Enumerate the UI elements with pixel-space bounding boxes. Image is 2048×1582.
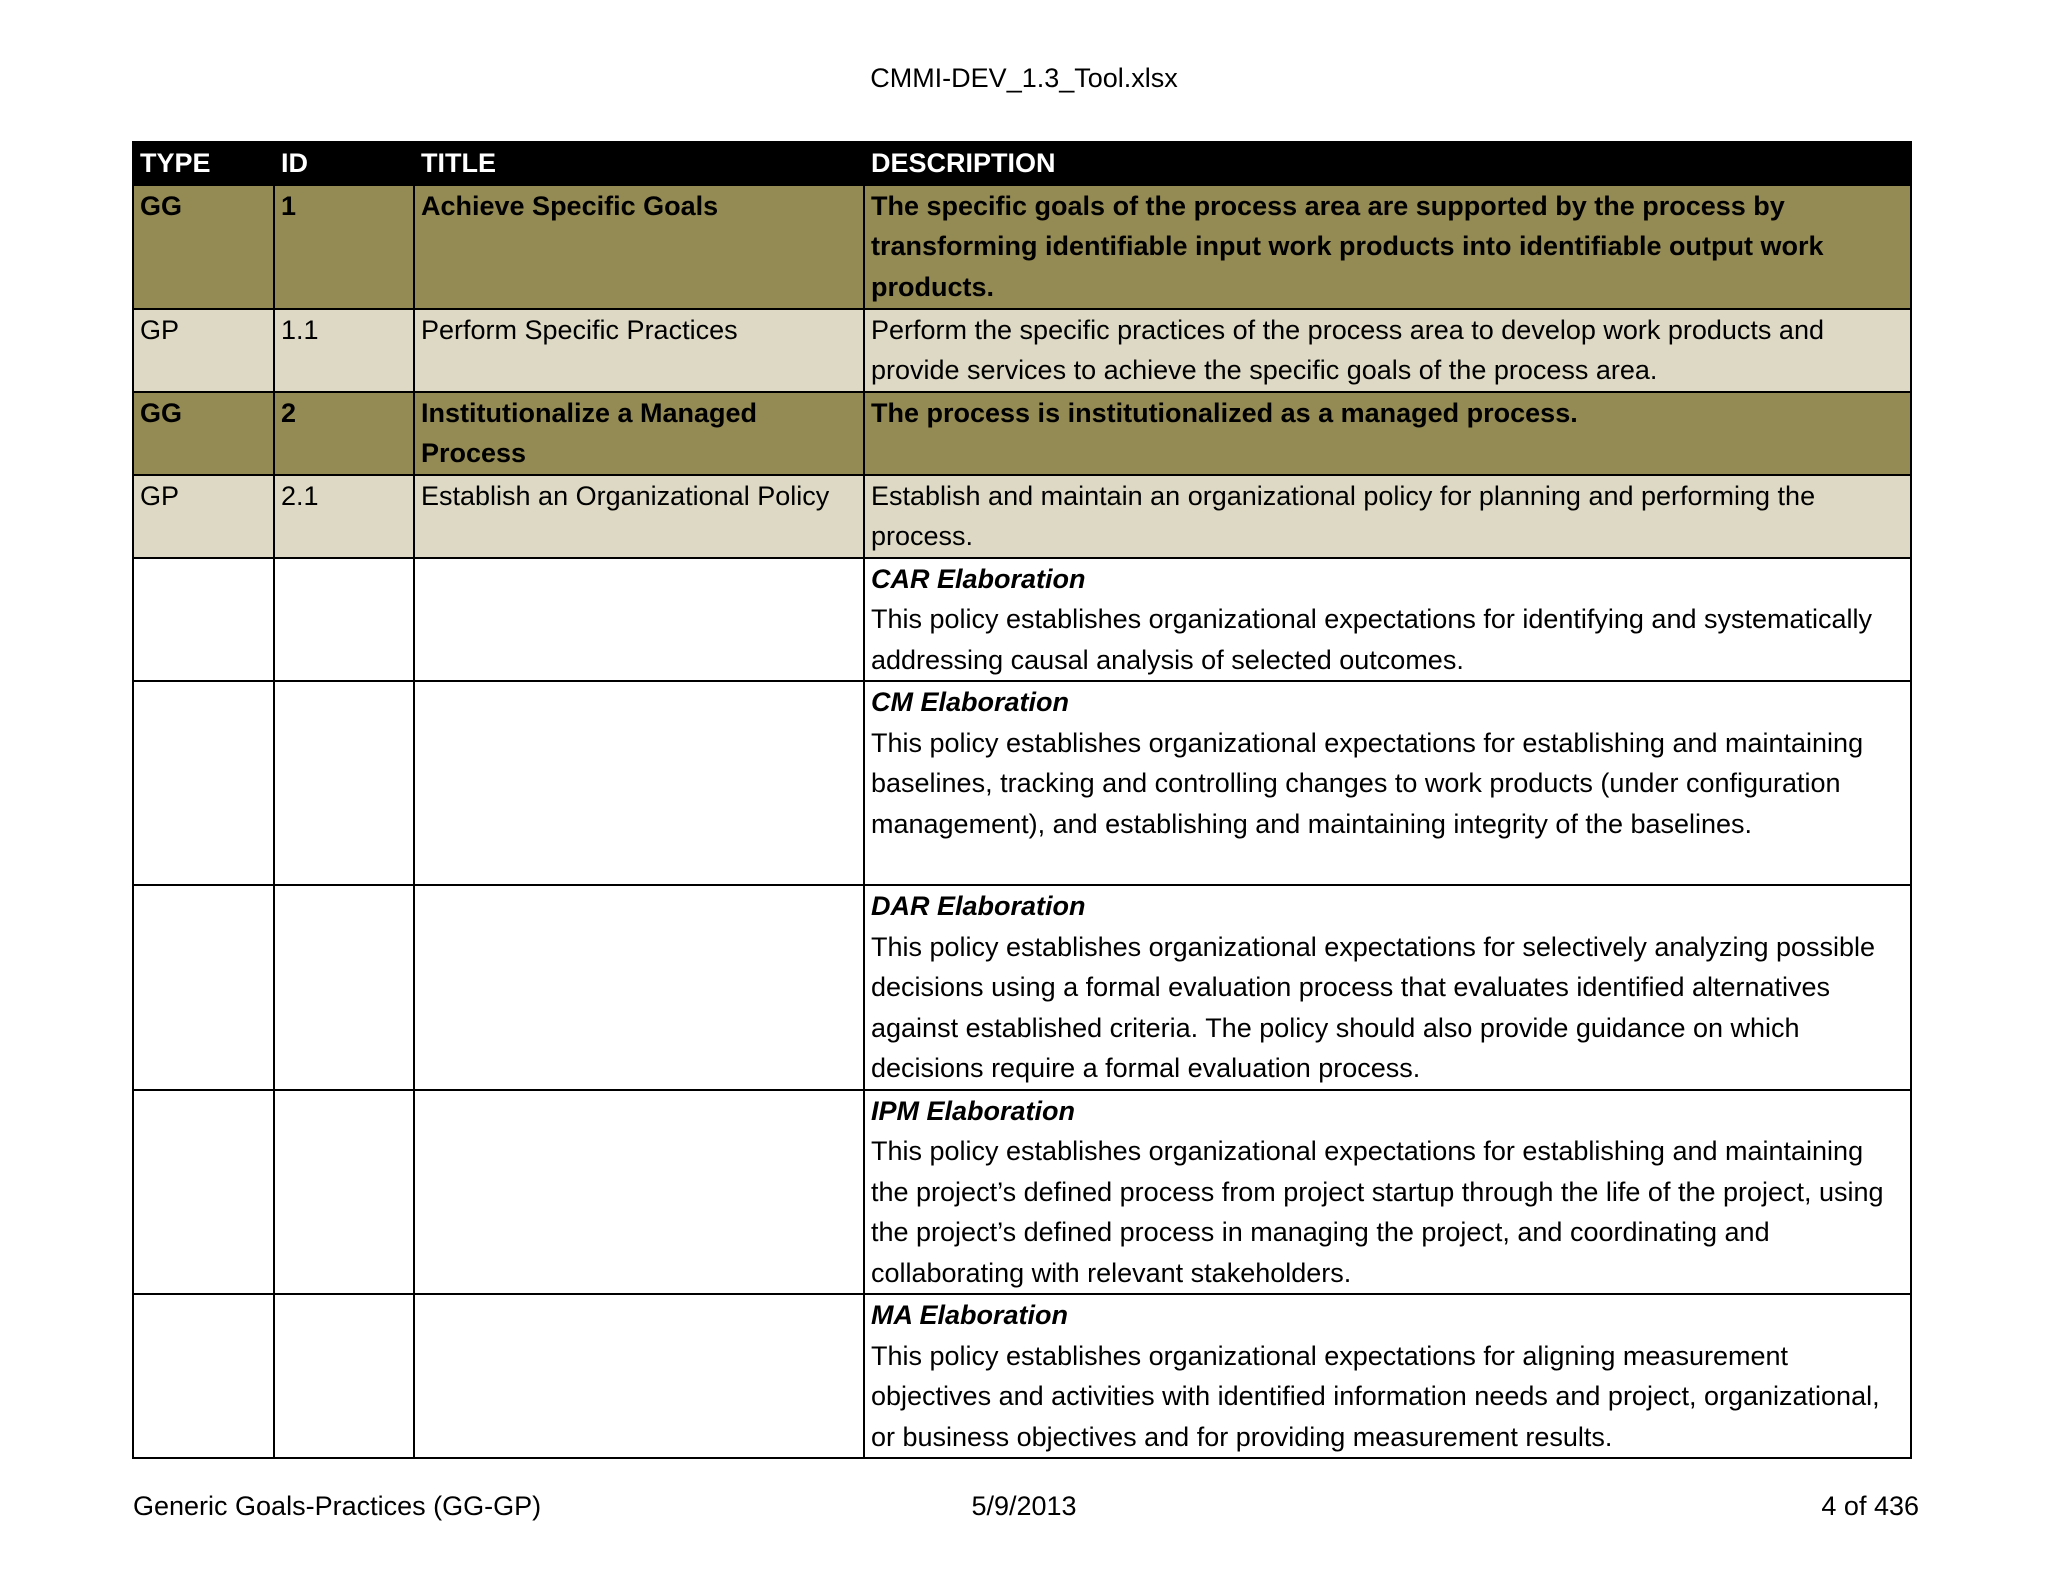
table-row-gg-1 [133, 185, 1911, 309]
cell-elaboration [864, 1294, 1911, 1458]
cell-elaboration [864, 885, 1911, 1090]
cell-type-empty [133, 681, 274, 885]
table-row-gp-1-1 [133, 309, 1911, 392]
cell-id-empty [274, 558, 414, 682]
cell-title: Establish an Organizational Policy [414, 475, 864, 558]
table-header-row [133, 142, 1911, 185]
cell-description: The specific goals of the process area are supported by the process by transforming identifiable input work products into identifiable output work products. [864, 185, 1911, 309]
page-header-filename: CMMI-DEV_1.3_Tool.xlsx [870, 63, 1178, 93]
cell-type: GG [133, 185, 274, 309]
cell-description: Perform the specific practices of the process area to develop work products and provide services to achieve the specific goals of the process area. [864, 309, 1911, 392]
footer-sheet-name: Generic Goals-Practices (GG-GP) [133, 1491, 542, 1521]
table-row-car-elaboration [133, 558, 1911, 682]
cell-id-empty [274, 1090, 414, 1295]
elaboration-text: This policy establishes organizational expectations for identifying and systematically addressing causal analysis of selected outcomes. [871, 604, 1873, 675]
table-row-ma-elaboration [133, 1294, 1911, 1458]
elaboration-heading: MA Elaboration [871, 1300, 1069, 1330]
cell-title-empty [414, 558, 864, 682]
elaboration-text: This policy establishes organizational expectations for aligning measurement objectives and activities with identified information needs and project, organizational, or business objectives and for providing measurement results. [871, 1340, 1880, 1452]
cell-type-empty [133, 1090, 274, 1295]
cell-elaboration [864, 558, 1911, 682]
elaboration-text: This policy establishes organizational expectations for selectively analyzing possible decisions using a formal evaluation process that evaluates identified alternatives against established criteria. The policy should also provide guidance on which decisions require a formal evaluation process. [871, 931, 1876, 1083]
cell-description: Establish and maintain an organizational policy for planning and performing the process. [864, 475, 1911, 558]
elaboration-heading: DAR Elaboration [871, 891, 1086, 921]
table-row-gp-2-1 [133, 475, 1911, 558]
cell-type: GG [133, 392, 274, 475]
cell-title-empty [414, 1294, 864, 1458]
cell-id-empty [274, 1294, 414, 1458]
table-row-gg-2 [133, 392, 1911, 475]
cell-title: Perform Specific Practices [414, 309, 864, 392]
column-header-type: TYPE [133, 142, 274, 185]
footer-page-number: 4 of 436 [1821, 1491, 1919, 1521]
cell-type-empty [133, 1294, 274, 1458]
cell-id: 1 [274, 185, 414, 309]
cell-description: The process is institutionalized as a managed process. [864, 392, 1911, 475]
cell-id: 2.1 [274, 475, 414, 558]
cell-elaboration [864, 1090, 1911, 1295]
cell-type-empty [133, 558, 274, 682]
cell-id: 1.1 [274, 309, 414, 392]
page-footer [0, 1486, 2048, 1526]
cell-type: GP [133, 475, 274, 558]
cell-id-empty [274, 885, 414, 1090]
cell-type: GP [133, 309, 274, 392]
column-header-title: TITLE [414, 142, 864, 185]
cell-title-empty [414, 681, 864, 885]
cell-title: Institutionalize a Managed Process [414, 392, 864, 475]
cell-id-empty [274, 681, 414, 885]
cell-title-empty [414, 1090, 864, 1295]
elaboration-heading: CM Elaboration [871, 687, 1070, 717]
elaboration-text: This policy establishes organizational expectations for establishing and maintaining baselines, tracking and controlling changes to work products (under configuration management), and establishing and maintaining integrity of the baselines. [871, 727, 1864, 839]
cell-type-empty [133, 885, 274, 1090]
column-header-description: DESCRIPTION [864, 142, 1911, 185]
table-row-dar-elaboration [133, 885, 1911, 1090]
elaboration-heading: CAR Elaboration [871, 563, 1086, 594]
cell-title: Achieve Specific Goals [414, 185, 864, 309]
table-row-cm-elaboration [133, 681, 1911, 885]
table-row-ipm-elaboration [133, 1090, 1911, 1295]
cell-title-empty [414, 885, 864, 1090]
footer-date: 5/9/2013 [971, 1491, 1077, 1521]
goals-practices-table [132, 141, 1912, 1459]
column-header-id: ID [274, 142, 414, 185]
cell-id: 2 [274, 392, 414, 475]
cell-elaboration [864, 681, 1911, 885]
elaboration-heading: IPM Elaboration [871, 1095, 1076, 1126]
elaboration-text: This policy establishes organizational expectations for establishing and maintaining the project’s defined process from project startup through the life of the project, using the project’s defined process in managing the project, and coordinating and collaborating with relevant stakeholders. [871, 1136, 1884, 1288]
